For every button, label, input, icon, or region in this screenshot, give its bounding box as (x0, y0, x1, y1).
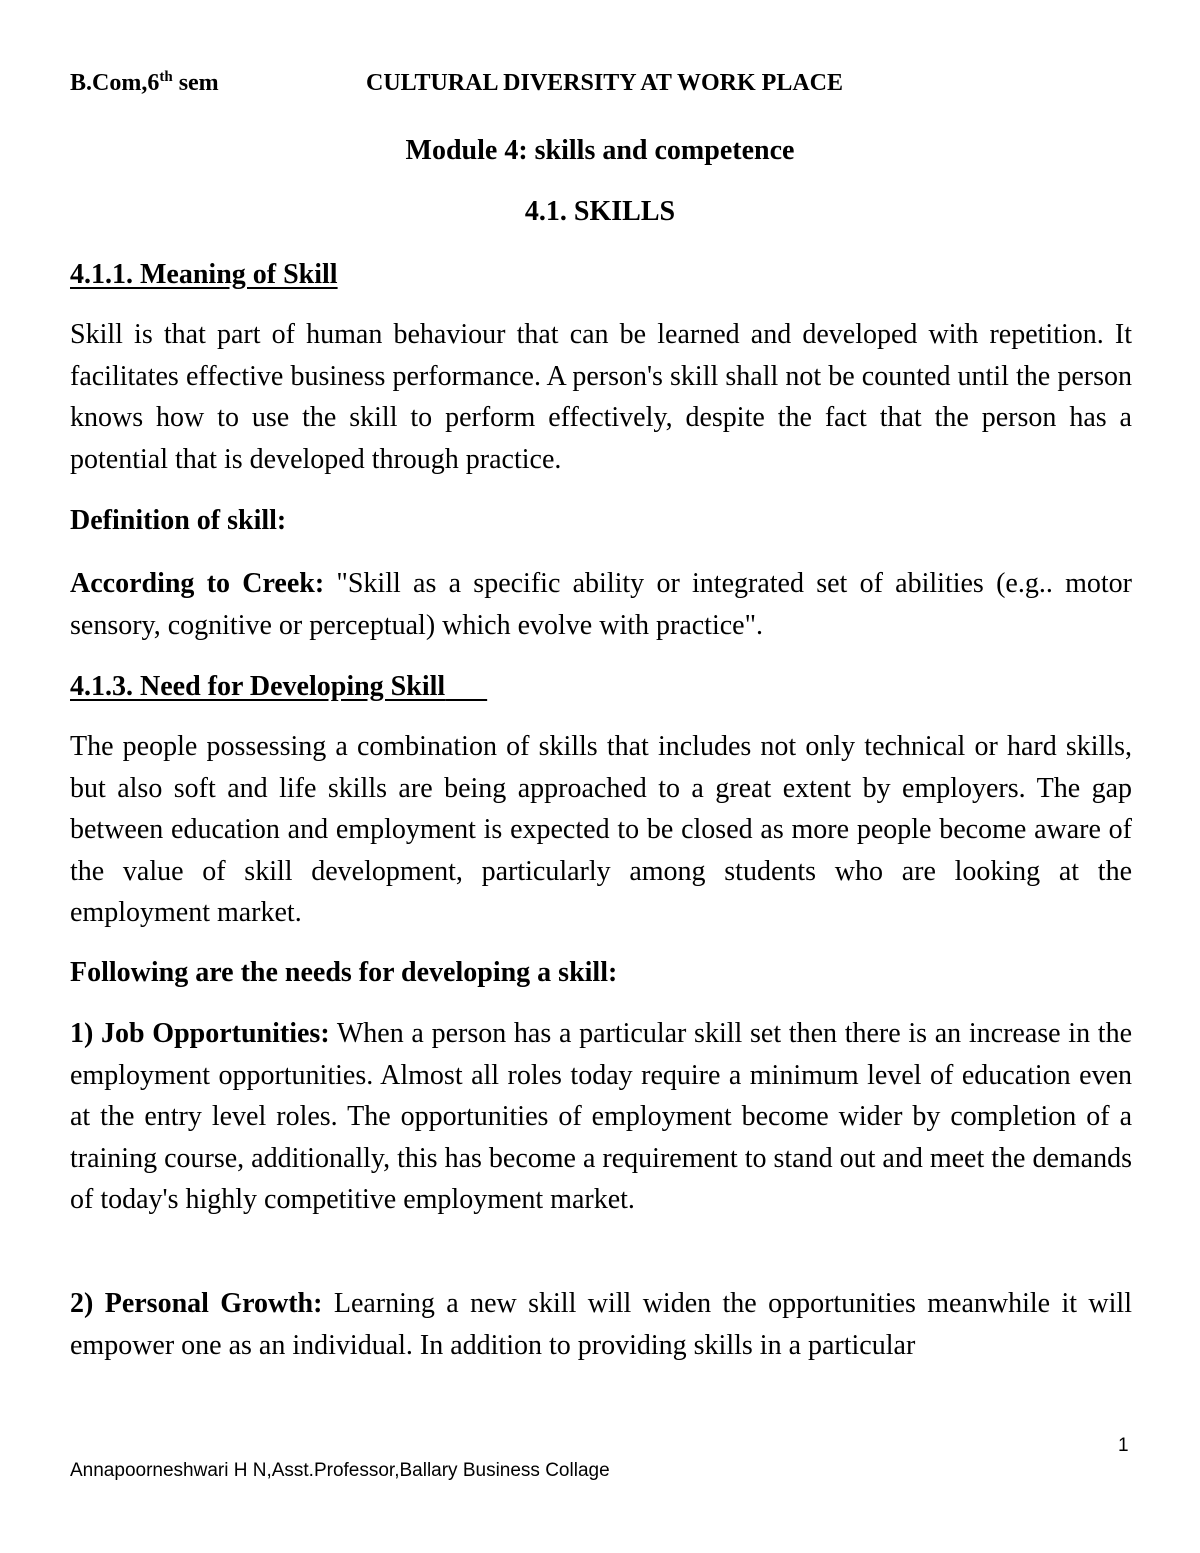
definition-paragraph-block (70, 563, 1132, 646)
needs-item (70, 1283, 1132, 1366)
needs-item-text: Learning a new skill will widen the opportunities meanwhile it will empower one as an individual. In addition to providing skills in a particular (70, 1288, 1132, 1361)
needs-item-lead: 1) Job Opportunities: (70, 1018, 330, 1049)
page-header (70, 70, 1130, 104)
definition-paragraph (70, 563, 1132, 646)
needs-item-text: When a person has a particular skill set then there is an increase in the employment opportunities. Almost all roles today require a minimum level of education even at the entry level roles. The opportunities of employment become wider by completion of a training course, additionally, this has become a requirement to stand out and meet the demands of today's highly competitive employment market. (70, 1018, 1132, 1215)
need-heading: 4.1.3. Need for Developing Skill (70, 671, 446, 702)
definition-lead: According to Creek: (70, 568, 325, 599)
page-number: 1 (1118, 1435, 1129, 1456)
meaning-paragraph: Skill is that part of human behaviour that can be learned and developed with repetition. It facilitates effective business performance. A person's skill shall not be counted until the person knows how to use the skill to perform effectively, despite the fact that the person has a potential that is developed through practice. (70, 319, 1132, 475)
definition-section (70, 504, 1132, 538)
meaning-section (70, 258, 1132, 292)
module-title: Module 4: skills and competence (405, 135, 795, 166)
needs-item (70, 1013, 1132, 1221)
meaning-paragraph-block (70, 314, 1132, 480)
need-paragraph: The people possessing a combination of skills that includes not only technical or hard skills, but also soft and life skills are being approached to a great extent by employers. The gap between education and employment is expected to be closed as more people become aware of the value of skill development, particularly among students who are looking at the employment market. (70, 731, 1132, 928)
section-title: 4.1. SKILLS (524, 196, 676, 227)
need-section (70, 670, 1132, 704)
definition-heading: Definition of skill: (70, 505, 287, 536)
need-paragraph-block (70, 726, 1132, 934)
needs-list-heading: Following are the needs for developing a skill: (70, 957, 618, 988)
footer-author: Annapoorneshwari H N,Asst.Professor,Ballary Business Collage (70, 1460, 610, 1481)
needs-item-lead: 2) Personal Growth: (70, 1288, 323, 1319)
meaning-heading: 4.1.1. Meaning of Skill (70, 259, 338, 290)
definition-text: "Skill as a specific ability or integrated set of abilities (e.g.. motor sensory, cognitive or perceptual) which evolve with practice". (70, 568, 1132, 641)
needs-item-1-block (70, 1013, 1132, 1221)
needs-item-2-block (70, 1283, 1132, 1366)
subject-title: CULTURAL DIVERSITY AT WORK PLACE (366, 70, 844, 96)
needs-list-heading-block (70, 956, 1132, 990)
course-label: B.Com,6th sem (70, 69, 219, 96)
